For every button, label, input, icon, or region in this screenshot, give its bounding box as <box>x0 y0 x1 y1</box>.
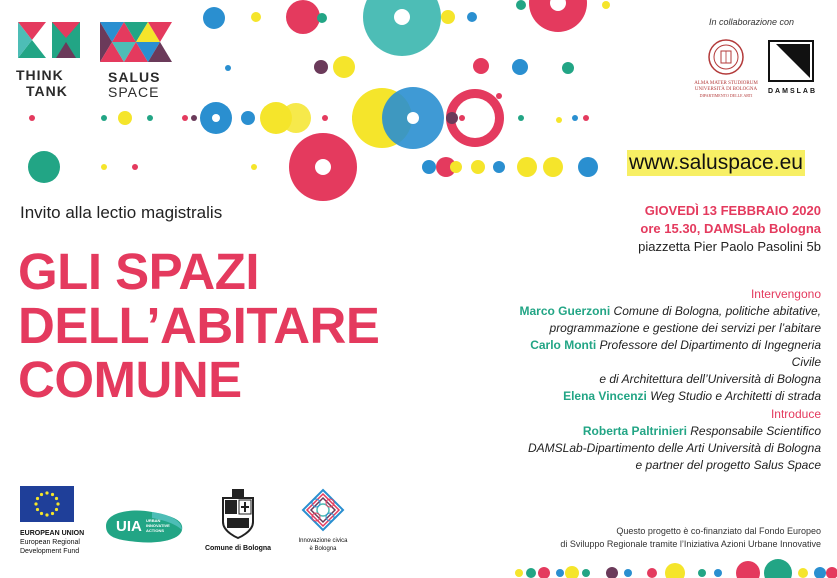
introducer-role3: e partner del progetto Salus Space <box>635 458 821 472</box>
funding-line2: di Sviluppo Regionale tramite l’Iniziativa Azioni Urbane Innovative <box>560 539 821 549</box>
dot <box>562 62 574 74</box>
dot <box>665 563 685 578</box>
dot <box>565 566 579 578</box>
funding-note <box>491 525 821 551</box>
dot <box>317 13 327 23</box>
dot <box>814 567 826 578</box>
dot <box>281 103 311 133</box>
speaker-1-name: Marco Guerzoni <box>519 304 611 318</box>
eu-line2: European Regional <box>20 539 80 546</box>
dot <box>101 164 107 170</box>
event-address: piazzetta Pier Paolo Pasolini 5b <box>638 239 821 254</box>
introducer-role1: Responsabile Scientifico <box>690 424 821 438</box>
introducer-line2 <box>501 440 821 457</box>
think-tank-mark-icon <box>16 20 82 60</box>
comune-crest-icon <box>219 488 257 540</box>
dot <box>459 115 465 121</box>
introducer-name: Roberta Paltrinieri <box>582 424 687 438</box>
dot <box>826 567 837 578</box>
dot <box>28 151 60 183</box>
dot <box>203 7 225 29</box>
comune-logo <box>202 488 274 552</box>
speakers-heading: Intervengono <box>750 287 821 301</box>
dot <box>538 567 550 578</box>
speaker-3-role1: Weg Studio e Architetti di strada <box>650 389 821 403</box>
uia-sub2: INNOVATIVE <box>146 523 170 528</box>
dot <box>583 115 589 121</box>
dot <box>315 159 331 175</box>
dot <box>647 568 657 578</box>
uia-sub3: ACTIONS <box>146 528 164 533</box>
dot <box>363 0 441 56</box>
innovazione-mark-icon <box>301 488 345 532</box>
dot <box>286 0 320 34</box>
think-tank-logo <box>16 20 82 99</box>
funding-line1: Questo progetto è co-finanziato dal Fondo Europeo <box>616 526 821 536</box>
speaker-2 <box>501 337 821 371</box>
collab-text: In collaborazione con <box>708 17 794 27</box>
title-line1: GLI SPAZI <box>18 243 260 300</box>
dot <box>493 161 505 173</box>
introduce-heading: Introduce <box>770 407 821 421</box>
speaker-1-role2: programmazione e gestione dei servizi per l’abitare <box>549 321 821 335</box>
eu-line1: EUROPEAN UNION <box>20 530 85 537</box>
dot <box>518 115 524 121</box>
dot <box>446 112 458 124</box>
eu-flag-icon <box>20 486 74 522</box>
uia-sub <box>146 518 170 533</box>
dot <box>29 115 35 121</box>
title-line3: COMUNE <box>18 351 242 408</box>
damslab-logo <box>768 40 816 95</box>
dot <box>225 65 231 71</box>
dot <box>212 114 220 122</box>
dot <box>517 157 537 177</box>
speaker-2-line2 <box>501 371 821 388</box>
dot <box>512 59 528 75</box>
dot <box>496 93 502 99</box>
think-tank-line1: THINK <box>16 67 64 83</box>
university-seal-icon <box>707 38 745 76</box>
salus-line1: SALUS <box>108 69 161 85</box>
speakers-section <box>501 286 821 405</box>
dot <box>572 115 578 121</box>
dot <box>422 160 436 174</box>
eu-line3: Development Fund <box>20 548 80 555</box>
think-tank-line2: TANK <box>26 83 68 99</box>
speaker-3-name: Elena Vincenzi <box>563 389 647 403</box>
page-title <box>18 245 379 407</box>
dot <box>515 569 523 577</box>
dot <box>764 559 792 578</box>
speaker-1-line2 <box>501 320 821 337</box>
speaker-1 <box>501 303 821 320</box>
event-date: GIOVEDÌ 13 FEBBRAIO 2020 <box>644 203 821 218</box>
dot <box>251 12 261 22</box>
dot <box>191 115 197 121</box>
dot <box>322 115 328 121</box>
innovazione-logo <box>290 488 356 553</box>
dot <box>516 0 526 10</box>
salus-line2: SPACE <box>108 84 160 100</box>
speaker-1-role1: Comune di Bologna, politiche abitative, <box>613 304 821 318</box>
title-line2: DELL’ABITARE <box>18 297 380 354</box>
dot <box>582 569 590 577</box>
innov-line1: Innovazione civica <box>298 538 348 544</box>
salus-space-logo <box>100 20 172 100</box>
invite-text: Invito alla lectio magistralis <box>20 203 223 222</box>
dot <box>251 164 257 170</box>
introduce-section <box>501 406 821 474</box>
dot <box>471 160 485 174</box>
event-info <box>501 202 821 256</box>
uia-shape-icon <box>102 506 186 546</box>
dot <box>526 568 536 578</box>
dot <box>101 115 107 121</box>
dot <box>606 567 618 578</box>
uia-sub1: URBAN <box>146 518 161 523</box>
speaker-2-role1: Professore del Dipartimento di Ingegneria Civile <box>599 338 821 369</box>
dot <box>394 9 410 25</box>
comune-label: Comune di Bologna <box>204 545 272 552</box>
dot <box>578 157 598 177</box>
dot <box>407 112 419 124</box>
dot <box>241 111 255 125</box>
unibo-line1: ALMA MATER STUDIORUM <box>694 81 758 86</box>
uia-logo <box>102 506 186 546</box>
speaker-2-role2: e di Architettura dell’Università di Bologna <box>599 372 821 386</box>
dot <box>556 117 562 123</box>
dot <box>798 568 808 578</box>
dot <box>132 164 138 170</box>
dot <box>147 115 153 121</box>
introducer-line3 <box>501 457 821 474</box>
dot <box>333 56 355 78</box>
dot <box>698 569 706 577</box>
dot <box>182 115 188 121</box>
dot <box>450 161 462 173</box>
introducer <box>501 423 821 440</box>
dot <box>441 10 455 24</box>
uia-label: UIA <box>116 518 142 535</box>
dot <box>543 157 563 177</box>
speaker-3 <box>501 388 821 405</box>
introducer-role2: DAMSLab-Dipartimento delle Arti Università di Bologna <box>527 441 821 455</box>
innov-line2: è Bologna <box>309 546 337 552</box>
dot <box>714 569 722 577</box>
unibo-line2: UNIVERSITÀ DI BOLOGNA <box>694 87 758 92</box>
dot <box>736 561 760 578</box>
damslab-mark-icon <box>768 40 814 82</box>
unibo-logo <box>690 38 762 98</box>
dot <box>467 12 477 22</box>
eu-logo <box>20 486 100 556</box>
dot <box>602 1 610 9</box>
damslab-label: DAMSLAB <box>768 88 817 95</box>
dot <box>556 569 564 577</box>
dot <box>314 60 328 74</box>
unibo-line3: DIPARTIMENTO DELLE ARTI <box>699 93 753 98</box>
event-time-place: ore 15.30, DAMSLab Bologna <box>640 221 821 236</box>
salus-space-mark-icon <box>100 20 172 62</box>
dot <box>118 111 132 125</box>
speaker-2-name: Carlo Monti <box>530 338 597 352</box>
website-url[interactable]: www.saluspace.eu <box>629 151 803 174</box>
dot <box>473 58 489 74</box>
dot <box>624 569 632 577</box>
